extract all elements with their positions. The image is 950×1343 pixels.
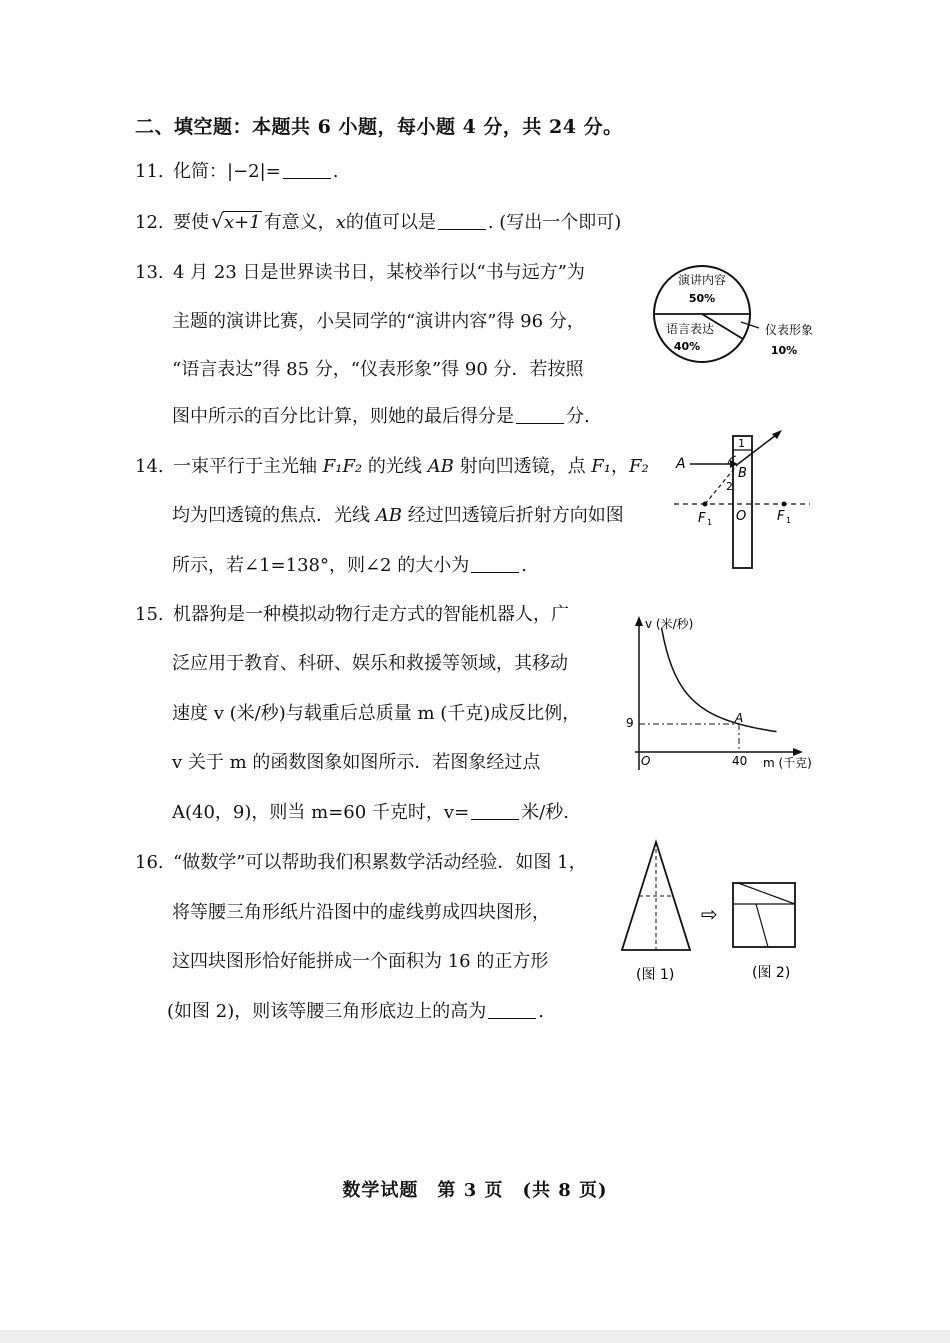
square-line-diagonal	[738, 883, 795, 904]
question-16-line-1	[135, 852, 587, 874]
question-text: 的光线	[362, 456, 428, 477]
axis-label: F₁F₂	[322, 456, 363, 477]
figure-2-label: (图 2)	[752, 965, 791, 981]
question-15-line-4: v 关于 m 的函数图象如图所示．若图象经过点	[172, 752, 541, 773]
question-14-line-3	[172, 555, 527, 577]
function-curve	[662, 628, 777, 732]
pie-label-language: 语言表达	[665, 322, 715, 336]
question-text-middle: 有意义，	[263, 212, 336, 233]
answer-blank[interactable]	[471, 803, 519, 820]
question-11: 11. 化简：|−2|= .	[135, 161, 339, 182]
question-text: 射向凹透镜，点	[453, 456, 592, 477]
question-text: 化简：|−2|=	[173, 161, 281, 182]
label-f-left: F	[698, 511, 706, 526]
question-13-line-1	[135, 262, 585, 284]
question-15-line-5	[172, 802, 569, 824]
label-f-right-sub: 1	[786, 516, 792, 525]
label-a: A	[676, 456, 686, 472]
pie-pct-content: 50%	[688, 292, 716, 305]
label-angle-1: 1	[738, 437, 745, 450]
question-16-line-3: 这四块图形恰好能拼成一个面积为 16 的正方形	[172, 951, 549, 972]
y-axis-arrow	[635, 616, 643, 626]
question-13-line-4	[172, 406, 590, 428]
question-15-line-2: 泛应用于教育、科研、娱乐和救援等领域，其移动	[172, 653, 568, 674]
focus-label: F₂	[629, 456, 649, 477]
answer-blank[interactable]	[488, 1002, 536, 1019]
question-16-line-2: 将等腰三角形纸片沿图中的虚线剪成四块图形，	[172, 902, 550, 923]
question-16-line-4	[167, 1001, 544, 1023]
question-text: A(40，9)，则当 m=60 千克时，v=	[172, 802, 470, 823]
question-text: 均为凹透镜的焦点．光线	[172, 505, 376, 526]
question-12	[135, 209, 622, 234]
unit-text: 米/秒.	[521, 802, 569, 823]
pie-label-image: 仪表形象	[764, 323, 814, 337]
ray-label: AB	[427, 456, 454, 477]
arrow-icon: ⇨	[701, 902, 718, 926]
inverse-proportion-graph	[615, 612, 820, 777]
label-f-left-sub: 1	[707, 518, 713, 527]
question-text: 所示，若∠1=138°，则∠2 的大小为	[172, 555, 470, 576]
question-13-line-3: “语言表达”得 85 分，“仪表形象”得 90 分．若按照	[172, 359, 584, 380]
focus-right-point	[782, 502, 787, 507]
square-line-slant	[756, 904, 768, 947]
answer-blank[interactable]	[516, 407, 564, 424]
unit-text: 分.	[566, 406, 590, 427]
question-text: (如图 2)，则该等腰三角形底边上的高为	[167, 1001, 487, 1022]
y-tick-label: 9	[626, 716, 634, 730]
question-number: 13.	[135, 262, 164, 283]
pie-label-content: 演讲内容	[677, 273, 727, 287]
question-text: 机器狗是一种模拟动物行走方式的智能机器人，广	[173, 604, 569, 625]
question-text-suffix: 的值可以是	[345, 212, 436, 233]
question-text: 经过凹透镜后折射方向如图	[401, 505, 624, 526]
punctuation: .	[538, 1001, 544, 1022]
square-root-expression: √ x+1	[211, 209, 261, 233]
page-footer: 数学试题 第 3 页 (共 8 页)	[342, 1180, 608, 1201]
pie-pct-image: 10%	[770, 344, 798, 357]
question-number: 15.	[135, 604, 164, 625]
x-axis-arrow	[793, 748, 803, 756]
pie-chart	[650, 262, 830, 372]
question-15-line-1	[135, 604, 569, 626]
label-angle-2: 2	[726, 480, 733, 493]
question-14-line-2	[172, 505, 624, 527]
question-number: 14.	[135, 456, 164, 477]
question-text-prefix: 要使	[173, 212, 209, 233]
incident-arrow	[730, 460, 738, 468]
origin-label: O	[641, 754, 651, 768]
answer-blank[interactable]	[283, 162, 331, 179]
question-number: 12.	[135, 212, 164, 233]
radicand: x+1	[224, 212, 261, 233]
question-15-line-3: 速度 v (米/秒)与载重后总质量 m (千克)成反比例，	[172, 703, 581, 724]
label-b: B	[738, 466, 747, 481]
variable-x: x	[335, 212, 346, 233]
answer-blank[interactable]	[438, 213, 486, 230]
question-number: 11.	[135, 161, 164, 182]
focus-label: F₁	[591, 456, 612, 477]
question-number: 16.	[135, 852, 164, 873]
bottom-strip	[0, 1330, 950, 1343]
x-axis-label: m (千克)	[763, 756, 812, 770]
question-text: 4 月 23 日是世界读书日，某校举行以“书与远方”为	[173, 262, 585, 283]
figure-1-label: (图 1)	[636, 967, 675, 983]
y-axis-label: v (米/秒)	[645, 617, 694, 631]
question-text: 一束平行于主光轴	[173, 456, 323, 477]
pie-pct-language: 40%	[673, 340, 701, 353]
section-title: 二、填空题：本题共 6 小题，每小题 4 分，共 24 分。	[135, 116, 623, 138]
label-o: O	[736, 509, 747, 524]
question-13-line-2: 主题的演讲比赛，小吴同学的“演讲内容”得 96 分，	[172, 311, 585, 332]
concave-lens-figure	[668, 428, 818, 573]
question-text: 图中所示的百分比计算，则她的最后得分是	[172, 406, 514, 427]
x-tick-label: 40	[732, 754, 748, 768]
question-14-line-1	[135, 456, 649, 478]
question-text: “做数学”可以帮助我们积累数学活动经验．如图 1，	[173, 852, 587, 873]
focus-left-point	[703, 502, 708, 507]
triangle-square-figure	[618, 838, 808, 988]
label-f-right: F	[777, 509, 785, 524]
answer-blank[interactable]	[471, 556, 519, 573]
point-a-label: A	[735, 711, 744, 725]
punctuation: .	[521, 555, 527, 576]
question-note: . (写出一个即可)	[487, 212, 622, 233]
ray-label: AB	[375, 505, 402, 526]
punctuation: ，	[611, 456, 630, 477]
